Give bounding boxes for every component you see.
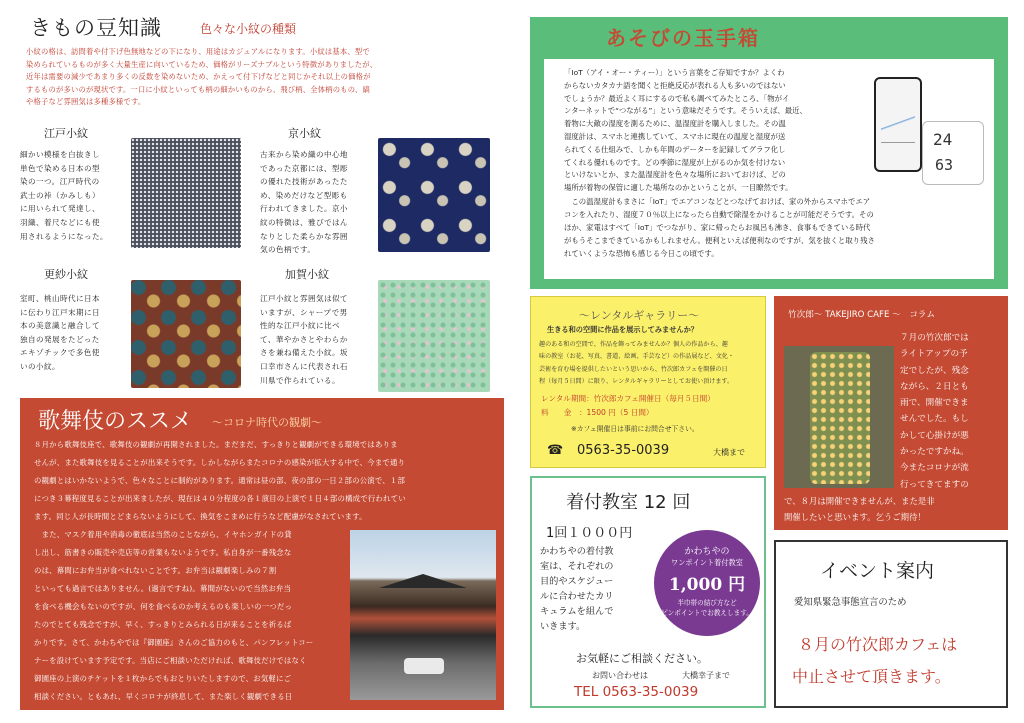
sarasa-komon-fabric-image bbox=[131, 280, 241, 388]
gallery-body: 趣のある和の空間で、作品を飾ってみませんか？個人の作品から、趣 味の教室（お花、写真、書道、絵画、手芸など）の作品展など、文化・ 芸術を育む場を提供したいという思いから、竹次郎カフェを開催の日 程（毎月５日間）に限り、レンタルギャラリーとしてお使い頂けます。 bbox=[539, 341, 734, 386]
event-line2: 中止させて頂きます。 bbox=[792, 667, 951, 686]
badge-top: かわちやの bbox=[684, 547, 730, 557]
event-panel bbox=[774, 540, 1008, 708]
event-sub: 愛知県緊急事態宣言のため bbox=[794, 597, 907, 608]
theater-roof bbox=[368, 574, 478, 588]
gallery-panel bbox=[530, 296, 766, 468]
bamboo-lantern-photo bbox=[784, 346, 894, 488]
event-line1: ８月の竹次郎カフェは bbox=[798, 635, 958, 654]
cafe-text-right: ７月の竹次郎では ライトアップの予 定でしたが、残念 ながら、２日とも 雨で、開催できま せんでした。もし かして心掛けが悪 かったですかね。 今またコロナが流 行ってきてますの bbox=[900, 333, 969, 490]
kitsuke-title: 着付教室 12 回 bbox=[566, 492, 691, 513]
badge-line2: ピンポイントでお教えします。 bbox=[661, 609, 753, 617]
kimono-intro: 小紋の格は、訪問着や付下げ色無地などの下になり、用途はカジュアルになります。小紋は基本、型で 染められているものが多く大量生産に向いているため、価格がリーズナブルという特徴がありましたが、 近年は需要の減少であまり多くの反数を染めないため、かえって付下げなどと同じかそれ以上の価格が するものが多いのが現状です。一口に小紋といっても柄の細かいものから、飛び柄、全体柄のもの、縞 や格子など雰囲気は多種多様です。 bbox=[26, 47, 378, 106]
edo-komon-text: 細かい模様を白抜きし 単色で染める日本の型 染の一つ。江戸時代の 武士の裃（かみしも） に用いられて発達し、 羽織、着尺などにも使 用されるようになった。 bbox=[20, 150, 108, 241]
phone-icon: ☎ bbox=[547, 443, 564, 458]
gallery-note: ※カフェ開催日は事前にお問合せ下さい。 bbox=[571, 425, 699, 433]
kitsuke-contact: 大橋幸子まで bbox=[682, 671, 730, 680]
kaga-komon-heading: 加賀小紋 bbox=[285, 268, 329, 281]
cafe-text-bottom: で、８月は開催できませんが、また是非 開催したいと思います。乞うご期待！ bbox=[784, 496, 935, 522]
kitsuke-inquiry: お問い合わせは bbox=[592, 671, 648, 680]
kitsuke-panel bbox=[530, 476, 766, 708]
event-title: イベント案内 bbox=[820, 560, 935, 582]
thermo-hygrometer-image bbox=[922, 121, 984, 185]
badge-price: 1,000 円 bbox=[668, 575, 746, 595]
smartphone-image bbox=[874, 77, 922, 172]
kitsuke-price: 1回１０００円 bbox=[546, 526, 633, 541]
kabuki-subtitle: ～コロナ時代の観劇～ bbox=[212, 416, 322, 429]
kitsuke-tel: TEL 0563-35-0039 bbox=[574, 684, 699, 700]
sensor-humidity: 63 bbox=[935, 156, 954, 174]
asobi-panel bbox=[530, 17, 1008, 289]
kabuki-theater-photo bbox=[350, 530, 496, 700]
kabuki-body: ８月から歌舞伎座で、歌舞伎の観劇が再開されました。まだまだ、すっきりと観劇ができる環境ではありま せんが、また歌舞伎を見ることが出来そうです。しかしながらまたコロナの感染が拡大する中で、今まで通り の観劇とはいかないようで、色々なことに制約があります。通常は昼の部、夜の部の一日２部の公演で、１部 につき３幕程度見ることが出来ましたが、現在は４０分程度の各１演目の上演で１日４部の構成で行われてい ます。同じ人が長時間とどまらないようにして、換気をこまめに行うなど配慮がなされています。 また、マスク着用や消毒の徹底は当然のことながら、イヤホンガイドの貸 し出し、筋書きの販売や売店等の営業もないようです。私自身が一番残念な のは、幕間にお弁当が食べれないことです。お弁当は観劇楽しみの７割 といっても過言ではありません。(過言ですね)。幕間がないので当然お弁当 を食べる機会もないのですが、何を食べるのか考えるのも楽しいの一つだっ たのでとても残念ですが、早く、すっきりとみられる日が来ることを祈るば かりです。さて、かわちやでは『御園座』さんのご協力のもと、パンフレットコー ナーを設けています予定です。当店にご相談いただければ、歌舞伎だけではなく 御園座の上演のチケットを１枚からでもおとりいたしますので、お気軽にご 相談ください。ともあれ、早くコロナが終息して、また楽しく観劇できる日 が待ち遠しいですね。 bbox=[34, 440, 406, 719]
gallery-title: ～レンタルギャラリー～ bbox=[579, 309, 700, 322]
gallery-phone: 0563-35-0039 bbox=[577, 443, 670, 458]
bamboo-lantern bbox=[810, 352, 870, 484]
asobi-body-top: 「IoT（アイ・オー・ティー）」という言葉をご存知ですか？よくわ からないカタカナ語を聞くと拒絶反応が表れる人も多いのではない でしょうか？最近よく耳にするので私も調べてみたところ、「物がイ ンターネットで“つながる”」という意味だそうです。そういえば、最近、 着物に大敵の湿度を測るために、温湿度計を購入しました。その温 湿度計は、スマホと連携していて、スマホに現在の温度と湿度が送 られてくる仕組みで、しかも年間のデーターを記録してグラフ化し てくれる優れものです。どの季節に湿度が上がるのか気を付けない といけないとか、また温湿度計を色々な場所においておけば、どの 場所が着物の保管に適した場所なのかということが、一目瞭然です。 bbox=[564, 68, 807, 193]
sarasa-komon-text: 室町、桃山時代に日本 に伝わり江戸末期に日 本の美意識と融合して 独自の発展をたどった エキゾチックで多色使 いの小紋。 bbox=[20, 294, 100, 371]
badge-line1: 半巾帯の結び方など bbox=[677, 599, 737, 607]
badge-sub: ワンポイント着付教室 bbox=[671, 558, 743, 567]
sarasa-komon-heading: 更紗小紋 bbox=[44, 268, 88, 281]
gallery-contact: 大橋まで bbox=[713, 448, 745, 457]
kyo-komon-heading: 京小紋 bbox=[288, 127, 321, 140]
cafe-panel bbox=[774, 296, 1008, 530]
kitsuke-consult: お気軽にご相談ください。 bbox=[576, 652, 708, 665]
kitsuke-body: かわちやの着付教 室は、それぞれの 目的やスケジュー ルに合わせたカリ キュラムを組んで いきます。 bbox=[540, 546, 614, 632]
edo-komon-fabric-image bbox=[131, 138, 241, 248]
kyo-komon-fabric-image bbox=[378, 138, 490, 252]
street-car bbox=[404, 658, 444, 674]
asobi-title: あそびの玉手箱 bbox=[606, 26, 760, 50]
phone-graph bbox=[881, 107, 915, 143]
kaga-komon-text: 江戸小紋と雰囲気は似て いますが、シャープで男 性的な江戸小紋に比べ て、華やかさとやわらか さを兼ね備えた小紋。坂 口幸市さんに代表され石 川県で作られている。 bbox=[260, 294, 348, 385]
kitsuke-badge bbox=[654, 530, 760, 636]
gallery-period: レンタル期間：竹次郎カフェ開催日（毎月５日間） bbox=[541, 394, 715, 403]
kimono-subtitle: 色々な小紋の種類 bbox=[200, 22, 297, 36]
asobi-body-bottom: この温湿度計もまさに「IoT」でエアコンなどとつなげておけば、家の外からスマホでエア コンを入れたり、湿度７０％以上になったら自動で除湿をかけることが可能だそうです。その ほか、家電はすべて「IoT」でつながり、家に帰ったらお風呂も沸き、食事もできている時代 がもうそこまできているかもしれません。便利といえば便利なのですが、気を抜くと取り残さ れていくような恐怖も感じる今日この頃です。 bbox=[564, 197, 875, 258]
gallery-price: 料 金 ：1500 円（5 日間） bbox=[541, 408, 654, 417]
kimono-section bbox=[0, 0, 505, 395]
kimono-title: きもの豆知識 bbox=[30, 16, 162, 40]
sensor-temp: 24 bbox=[933, 130, 953, 149]
kabuki-title: 歌舞伎のススメ bbox=[38, 409, 193, 434]
asobi-textbox bbox=[544, 59, 994, 279]
kaga-komon-fabric-image bbox=[378, 280, 490, 392]
kabuki-panel bbox=[20, 398, 504, 719]
cafe-title: 竹次郎～ TAKEJIRO CAFE ～ コラム bbox=[788, 310, 936, 320]
kyo-komon-text: 古来から染め織の中心地 であった京都には、型彫 の優れた技術があったた め、染めだけなど型彫も 行われてきました。京小 紋の特徴は、雅びではん なりとした柔らかな雰囲 気の色柄です。 bbox=[260, 150, 348, 255]
gallery-headline: 生きる和の空間に作品を展示してみませんか？ bbox=[547, 325, 698, 334]
edo-komon-heading: 江戸小紋 bbox=[44, 127, 88, 140]
